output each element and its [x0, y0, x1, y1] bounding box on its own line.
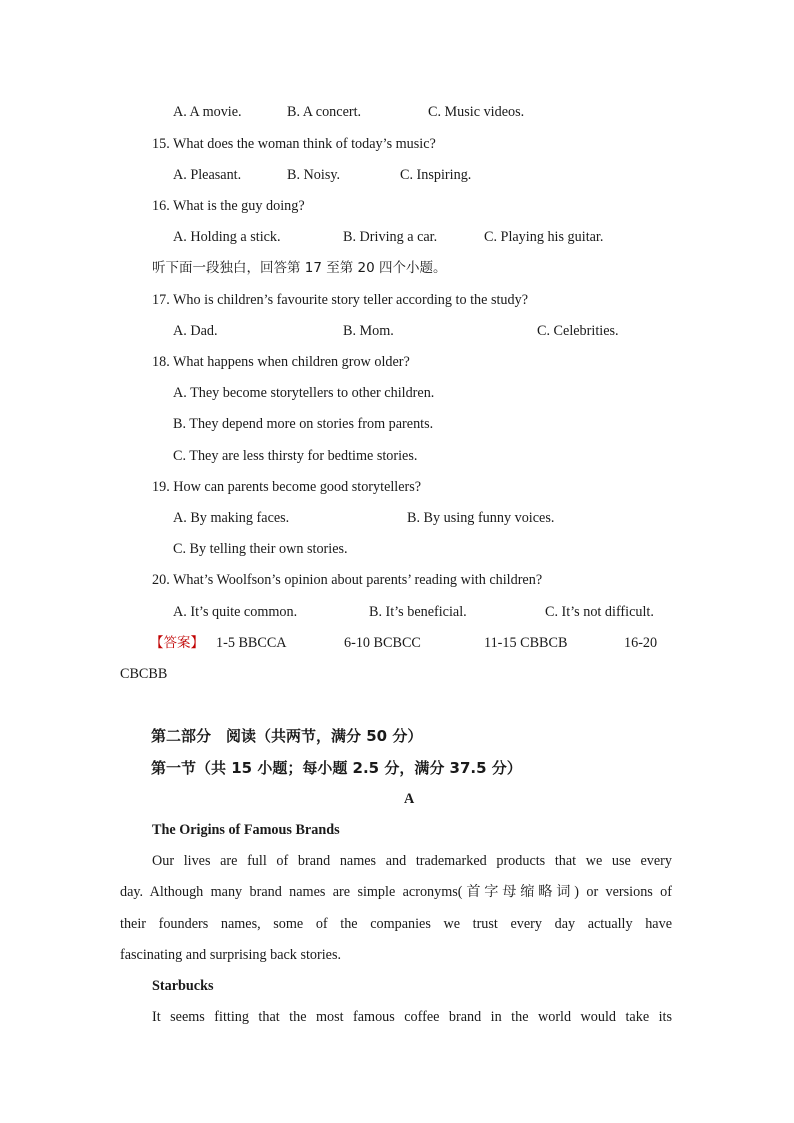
para1-line-2: day. Although many brand names are simple acronyms(首字母缩略词) or versions of [120, 884, 672, 900]
q19-stem: 19. How can parents become good storytellers? [152, 479, 422, 495]
q18-stem: 18. What happens when children grow older? [152, 354, 410, 370]
para1-line-3: their founders names, some of the companies we trust every day actually have [120, 916, 672, 932]
q18-option-b: B. They depend more on stories from parents. [173, 416, 434, 432]
q18-option-c: C. They are less thirsty for bedtime stories. [173, 448, 418, 464]
q20-option-a: A. It’s quite common. [173, 604, 298, 620]
answer-group-4: 16-20 [624, 635, 658, 651]
q19-option-c: C. By telling their own stories. [173, 541, 348, 557]
q16-option-a: A. Holding a stick. [173, 229, 281, 245]
para1-line-1: Our lives are full of brand names and trademarked products that we use every [152, 853, 672, 869]
answer-label: 【答案】 [150, 635, 204, 651]
q20-option-b: B. It’s beneficial. [369, 604, 467, 620]
q15-option-b: B. Noisy. [287, 167, 341, 183]
q19-option-b: B. By using funny voices. [407, 510, 555, 526]
answer-group-3: 11-15 CBBCB [484, 635, 568, 651]
q17-stem: 17. Who is children’s favourite story teller according to the study? [152, 292, 529, 308]
part2-section1: 第一节（共 15 小题；每小题 2.5 分，满分 37.5 分） [151, 759, 522, 777]
para2-line-1: It seems fitting that the most famous coffee brand in the world would take its [152, 1009, 672, 1025]
monologue-instruction: 听下面一段独白，回答第 17 至第 20 四个小题。 [152, 260, 447, 276]
q19-option-a: A. By making faces. [173, 510, 290, 526]
q14-option-c: C. Music videos. [428, 104, 525, 120]
passage-subheading: Starbucks [152, 978, 214, 994]
q16-option-b: B. Driving a car. [343, 229, 438, 245]
para1-line-4: fascinating and surprising back stories. [120, 947, 342, 963]
passage-title: The Origins of Famous Brands [152, 822, 340, 838]
q15-option-a: A. Pleasant. [173, 167, 242, 183]
answer-continuation: CBCBB [120, 666, 168, 682]
answer-group-2: 6-10 BCBCC [344, 635, 421, 651]
q16-option-c: C. Playing his guitar. [484, 229, 604, 245]
q14-option-b: B. A concert. [287, 104, 362, 120]
q18-option-a: A. They become storytellers to other children. [173, 385, 435, 401]
answer-group-1: 1-5 BBCCA [216, 635, 287, 651]
part2-title: 第二部分 阅读（共两节，满分 50 分） [151, 727, 423, 745]
q16-stem: 16. What is the guy doing? [152, 198, 305, 214]
q17-option-b: B. Mom. [343, 323, 394, 339]
q15-stem: 15. What does the woman think of today’s music? [152, 136, 436, 152]
passage-letter: A [404, 791, 415, 807]
q17-option-a: A. Dad. [173, 323, 218, 339]
q20-stem: 20. What’s Woolfson’s opinion about parents’ reading with children? [152, 572, 543, 588]
q15-option-c: C. Inspiring. [400, 167, 472, 183]
q20-option-c: C. It’s not difficult. [545, 604, 654, 620]
q14-option-a: A. A movie. [173, 104, 242, 120]
q17-option-c: C. Celebrities. [537, 323, 619, 339]
